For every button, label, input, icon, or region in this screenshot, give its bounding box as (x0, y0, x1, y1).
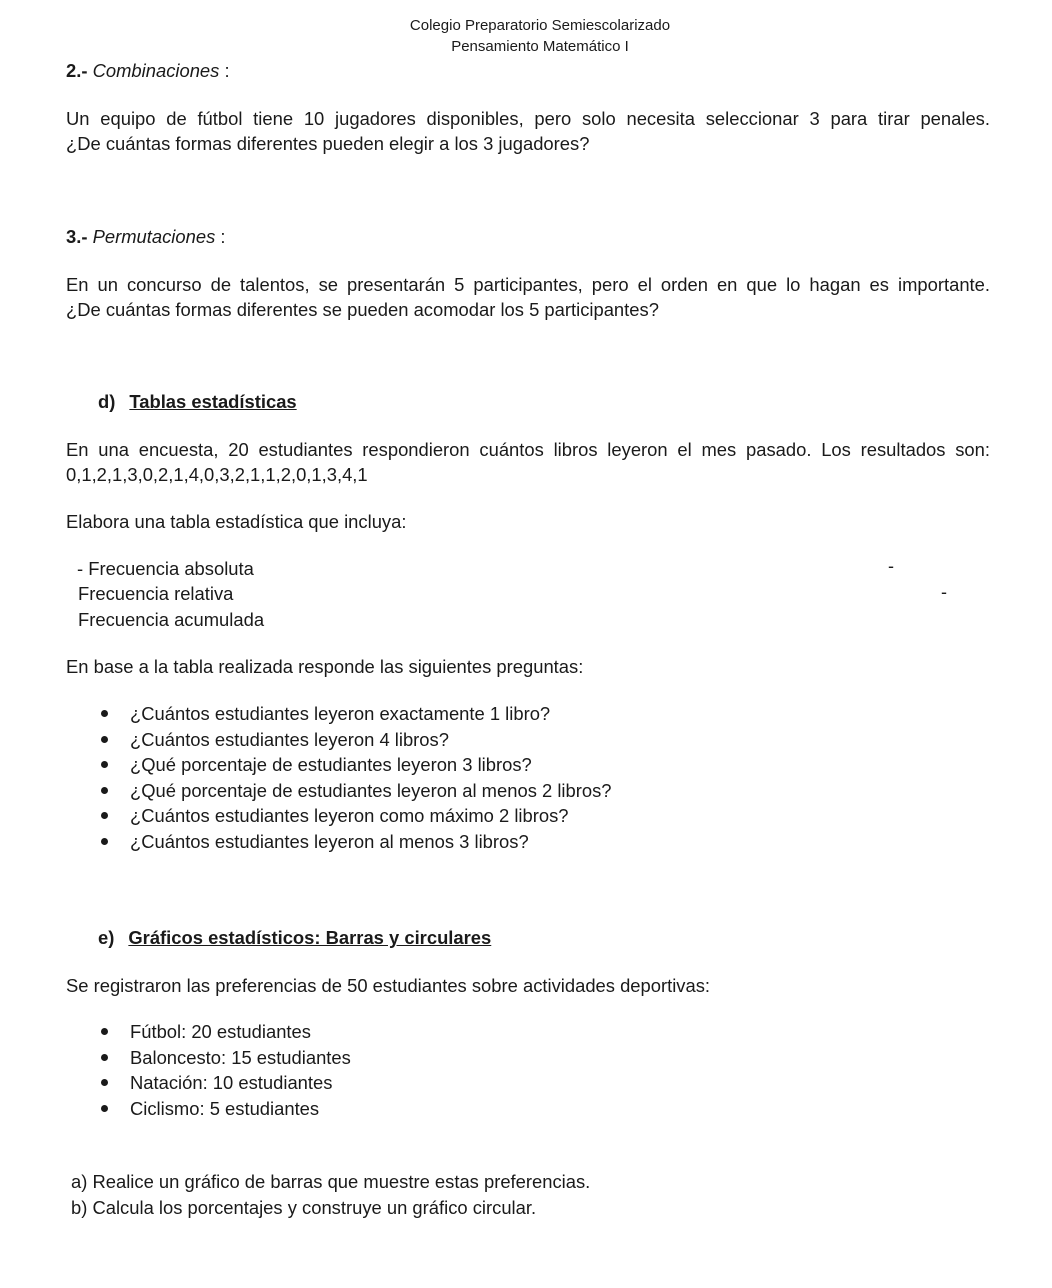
section-e-letter: e) (98, 927, 115, 948)
section-2-heading (66, 60, 230, 82)
section-3-problem-line2: ¿De cuántas formas diferentes se pueden acomodar los 5 participantes? (66, 299, 659, 320)
school-name: Colegio Preparatorio Semiescolarizado (409, 17, 671, 34)
bullet-icon (101, 710, 108, 717)
course-name: Pensamiento Matemático I (451, 38, 629, 55)
section-d-intro-line1: En una encuesta, 20 estudiantes respondieron cuántos libros leyeron el mes pasado. Los resultados son: (66, 439, 990, 460)
section-3-number: 3.- (66, 226, 88, 247)
frequency-item-relative: Frecuencia relativa (78, 583, 234, 604)
task-b: b) Calcula los porcentajes y construye un gráfico circular. (71, 1197, 537, 1218)
section-2-number: 2.- (66, 60, 88, 81)
section-3-colon: : (220, 226, 226, 247)
section-d-heading (98, 391, 297, 413)
section-2-colon: : (224, 60, 230, 81)
questions-intro: En base a la tabla realizada responde las siguientes preguntas: (66, 656, 584, 677)
bullet-icon (101, 1028, 108, 1035)
bullet-icon (101, 1105, 108, 1112)
task-a: a) Realice un gráfico de barras que muestre estas preferencias. (71, 1171, 591, 1192)
section-e-intro: Se registraron las preferencias de 50 estudiantes sobre actividades deportivas: (66, 975, 711, 996)
bullet-icon (101, 812, 108, 819)
bullet-icon (101, 1079, 108, 1086)
frequency-item-cumulative: Frecuencia acumulada (78, 609, 265, 630)
section-2-problem-line1: Un equipo de fútbol tiene 10 jugadores disponibles, pero solo necesita seleccionar 3 para tirar penales. (66, 108, 990, 129)
section-d-instruction: Elabora una tabla estadística que incluya: (66, 511, 407, 532)
list-item: ¿Cuántos estudiantes leyeron al menos 3 libros? (130, 829, 612, 855)
section-e-heading (98, 927, 491, 949)
list-dash: - (941, 582, 947, 602)
list-item: Fútbol: 20 estudiantes (130, 1019, 351, 1045)
list-item: ¿Cuántos estudiantes leyeron como máximo 2 libros? (130, 803, 612, 829)
list-item: Ciclismo: 5 estudiantes (130, 1096, 351, 1122)
list-item: ¿Qué porcentaje de estudiantes leyeron al menos 2 libros? (130, 778, 612, 804)
bullet-icon (101, 787, 108, 794)
section-d-title: Tablas estadísticas (129, 391, 297, 412)
bullet-icon (101, 838, 108, 845)
bullet-icon (101, 761, 108, 768)
sports-list (130, 1019, 351, 1121)
section-3-heading (66, 226, 226, 248)
list-item: Natación: 10 estudiantes (130, 1070, 351, 1096)
frequency-item-absolute: - Frecuencia absoluta (77, 558, 254, 579)
section-2-problem-line2: ¿De cuántas formas diferentes pueden elegir a los 3 jugadores? (66, 133, 590, 154)
bullet-icon (101, 736, 108, 743)
section-2-title: Combinaciones (92, 60, 220, 81)
bullet-icon (101, 1054, 108, 1061)
list-item: ¿Cuántos estudiantes leyeron exactamente 1 libro? (130, 701, 612, 727)
section-3-problem-line1: En un concurso de talentos, se presentarán 5 participantes, pero el orden en que lo hagan es importante. (66, 274, 990, 295)
list-item: ¿Cuántos estudiantes leyeron 4 libros? (130, 727, 612, 753)
section-d-letter: d) (98, 391, 116, 412)
section-d-data: 0,1,2,1,3,0,2,1,4,0,3,2,1,1,2,0,1,3,4,1 (66, 464, 368, 485)
section-3-title: Permutaciones (92, 226, 216, 247)
questions-list (130, 701, 612, 854)
list-dash: - (888, 556, 894, 576)
list-item: Baloncesto: 15 estudiantes (130, 1045, 351, 1071)
section-e-title: Gráficos estadísticos: Barras y circulares (128, 927, 492, 948)
list-item: ¿Qué porcentaje de estudiantes leyeron 3 libros? (130, 752, 612, 778)
